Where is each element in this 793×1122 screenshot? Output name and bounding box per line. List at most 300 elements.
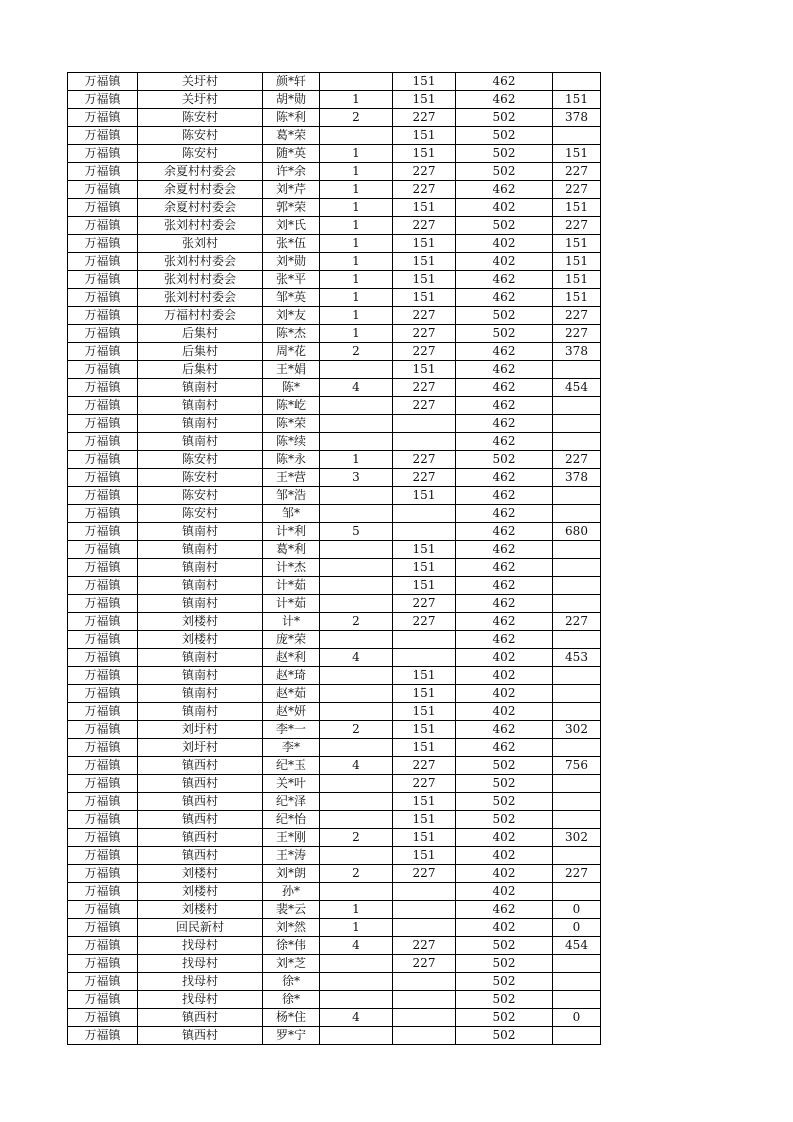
table-row	[68, 667, 601, 685]
amount-b-cell: 462	[456, 559, 553, 577]
village-cell: 余夏村村委会	[138, 199, 263, 217]
table-row	[68, 973, 601, 991]
total-cell	[553, 1027, 601, 1045]
table-row	[68, 613, 601, 631]
village-cell: 镇南村	[138, 703, 263, 721]
table-row	[68, 937, 601, 955]
household-count-cell	[320, 667, 393, 685]
amount-b-cell: 402	[456, 685, 553, 703]
village-cell: 镇西村	[138, 811, 263, 829]
town-cell: 万福镇	[68, 937, 138, 955]
amount-a-cell: 151	[393, 289, 456, 307]
table-row	[68, 379, 601, 397]
amount-a-cell: 227	[393, 775, 456, 793]
town-cell: 万福镇	[68, 433, 138, 451]
name-cell: 计*茹	[263, 595, 320, 613]
amount-a-cell: 227	[393, 469, 456, 487]
table-row	[68, 181, 601, 199]
household-count-cell: 2	[320, 721, 393, 739]
amount-b-cell: 462	[456, 523, 553, 541]
amount-b-cell: 402	[456, 829, 553, 847]
town-cell: 万福镇	[68, 739, 138, 757]
household-count-cell: 3	[320, 469, 393, 487]
total-cell	[553, 559, 601, 577]
village-cell: 镇西村	[138, 847, 263, 865]
table-row	[68, 829, 601, 847]
household-count-cell: 2	[320, 343, 393, 361]
household-count-cell	[320, 991, 393, 1009]
household-count-cell: 1	[320, 91, 393, 109]
household-count-cell	[320, 973, 393, 991]
amount-b-cell: 502	[456, 217, 553, 235]
town-cell: 万福镇	[68, 649, 138, 667]
amount-a-cell	[393, 991, 456, 1009]
household-count-cell: 4	[320, 1009, 393, 1027]
table-row	[68, 649, 601, 667]
amount-b-cell: 462	[456, 289, 553, 307]
town-cell: 万福镇	[68, 379, 138, 397]
town-cell: 万福镇	[68, 901, 138, 919]
town-cell: 万福镇	[68, 289, 138, 307]
total-cell	[553, 703, 601, 721]
name-cell: 关*叶	[263, 775, 320, 793]
amount-b-cell: 402	[456, 883, 553, 901]
household-count-cell: 1	[320, 901, 393, 919]
household-count-cell	[320, 703, 393, 721]
name-cell: 陈*荣	[263, 415, 320, 433]
village-cell: 镇南村	[138, 559, 263, 577]
amount-a-cell	[393, 505, 456, 523]
amount-a-cell: 227	[393, 451, 456, 469]
village-cell: 刘楼村	[138, 883, 263, 901]
name-cell: 赵*妍	[263, 703, 320, 721]
village-cell: 张刘村村委会	[138, 271, 263, 289]
table-row	[68, 1027, 601, 1045]
total-cell: 151	[553, 235, 601, 253]
table-row	[68, 883, 601, 901]
amount-b-cell: 502	[456, 1027, 553, 1045]
total-cell	[553, 739, 601, 757]
name-cell: 杨*住	[263, 1009, 320, 1027]
amount-a-cell: 151	[393, 847, 456, 865]
table-row	[68, 91, 601, 109]
name-cell: 李*	[263, 739, 320, 757]
town-cell: 万福镇	[68, 757, 138, 775]
total-cell: 680	[553, 523, 601, 541]
name-cell: 刘*氏	[263, 217, 320, 235]
amount-a-cell	[393, 415, 456, 433]
table-row	[68, 163, 601, 181]
town-cell: 万福镇	[68, 721, 138, 739]
town-cell: 万福镇	[68, 469, 138, 487]
table-row	[68, 505, 601, 523]
table-row	[68, 487, 601, 505]
total-cell: 454	[553, 379, 601, 397]
name-cell: 陈*利	[263, 109, 320, 127]
household-count-cell: 4	[320, 937, 393, 955]
amount-b-cell: 462	[456, 271, 553, 289]
town-cell: 万福镇	[68, 865, 138, 883]
household-count-cell	[320, 883, 393, 901]
household-count-cell: 2	[320, 109, 393, 127]
total-cell	[553, 631, 601, 649]
amount-b-cell: 502	[456, 127, 553, 145]
amount-a-cell: 151	[393, 703, 456, 721]
name-cell: 计*利	[263, 523, 320, 541]
total-cell	[553, 433, 601, 451]
name-cell: 陈*续	[263, 433, 320, 451]
name-cell: 张*伍	[263, 235, 320, 253]
table-row	[68, 793, 601, 811]
total-cell: 227	[553, 217, 601, 235]
village-cell: 镇南村	[138, 415, 263, 433]
village-cell: 镇西村	[138, 1009, 263, 1027]
village-cell: 找母村	[138, 991, 263, 1009]
amount-b-cell: 502	[456, 775, 553, 793]
amount-a-cell: 227	[393, 865, 456, 883]
total-cell: 227	[553, 451, 601, 469]
name-cell: 王*营	[263, 469, 320, 487]
amount-b-cell: 402	[456, 847, 553, 865]
name-cell: 许*余	[263, 163, 320, 181]
village-cell: 张刘村村委会	[138, 217, 263, 235]
table-row	[68, 397, 601, 415]
village-cell: 镇南村	[138, 667, 263, 685]
town-cell: 万福镇	[68, 181, 138, 199]
name-cell: 葛*荣	[263, 127, 320, 145]
amount-b-cell: 502	[456, 973, 553, 991]
name-cell: 赵*茹	[263, 685, 320, 703]
amount-b-cell: 502	[456, 955, 553, 973]
table-row	[68, 631, 601, 649]
village-cell: 刘圩村	[138, 721, 263, 739]
town-cell: 万福镇	[68, 523, 138, 541]
total-cell: 151	[553, 145, 601, 163]
household-count-cell: 4	[320, 757, 393, 775]
village-cell: 余夏村村委会	[138, 181, 263, 199]
amount-b-cell: 462	[456, 577, 553, 595]
amount-b-cell: 402	[456, 253, 553, 271]
household-count-cell	[320, 595, 393, 613]
household-count-cell: 2	[320, 829, 393, 847]
village-cell: 镇南村	[138, 649, 263, 667]
amount-b-cell: 502	[456, 325, 553, 343]
village-cell: 刘楼村	[138, 631, 263, 649]
amount-b-cell: 502	[456, 937, 553, 955]
town-cell: 万福镇	[68, 559, 138, 577]
total-cell	[553, 73, 601, 91]
name-cell: 王*刚	[263, 829, 320, 847]
household-count-cell	[320, 1027, 393, 1045]
table-row	[68, 703, 601, 721]
household-count-cell	[320, 775, 393, 793]
household-count-cell: 2	[320, 613, 393, 631]
total-cell	[553, 541, 601, 559]
amount-b-cell: 502	[456, 757, 553, 775]
amount-a-cell: 227	[393, 325, 456, 343]
amount-a-cell: 227	[393, 343, 456, 361]
household-count-cell: 1	[320, 235, 393, 253]
village-cell: 刘圩村	[138, 739, 263, 757]
total-cell	[553, 955, 601, 973]
table-row	[68, 271, 601, 289]
data-table	[67, 72, 601, 1045]
amount-a-cell: 151	[393, 73, 456, 91]
total-cell	[553, 883, 601, 901]
amount-b-cell: 502	[456, 793, 553, 811]
village-cell: 镇南村	[138, 379, 263, 397]
amount-a-cell: 227	[393, 379, 456, 397]
village-cell: 镇南村	[138, 541, 263, 559]
amount-b-cell: 462	[456, 91, 553, 109]
amount-a-cell: 227	[393, 937, 456, 955]
town-cell: 万福镇	[68, 163, 138, 181]
town-cell: 万福镇	[68, 145, 138, 163]
total-cell	[553, 811, 601, 829]
total-cell: 378	[553, 109, 601, 127]
name-cell: 胡*勋	[263, 91, 320, 109]
table-row	[68, 595, 601, 613]
amount-a-cell	[393, 649, 456, 667]
amount-a-cell: 151	[393, 829, 456, 847]
household-count-cell	[320, 361, 393, 379]
table-row	[68, 901, 601, 919]
name-cell: 刘*芹	[263, 181, 320, 199]
name-cell: 邹*英	[263, 289, 320, 307]
village-cell: 刘楼村	[138, 865, 263, 883]
name-cell: 罗*宁	[263, 1027, 320, 1045]
village-cell: 找母村	[138, 973, 263, 991]
total-cell: 227	[553, 613, 601, 631]
total-cell	[553, 973, 601, 991]
village-cell: 镇南村	[138, 433, 263, 451]
household-count-cell: 1	[320, 451, 393, 469]
household-count-cell: 1	[320, 199, 393, 217]
amount-a-cell: 227	[393, 955, 456, 973]
village-cell: 张刘村	[138, 235, 263, 253]
total-cell	[553, 577, 601, 595]
town-cell: 万福镇	[68, 829, 138, 847]
town-cell: 万福镇	[68, 127, 138, 145]
household-count-cell	[320, 631, 393, 649]
amount-a-cell: 227	[393, 181, 456, 199]
town-cell: 万福镇	[68, 1009, 138, 1027]
amount-a-cell	[393, 1009, 456, 1027]
town-cell: 万福镇	[68, 685, 138, 703]
total-cell: 302	[553, 829, 601, 847]
town-cell: 万福镇	[68, 613, 138, 631]
total-cell: 227	[553, 163, 601, 181]
total-cell: 0	[553, 919, 601, 937]
table-row	[68, 235, 601, 253]
amount-b-cell: 462	[456, 721, 553, 739]
household-count-cell	[320, 127, 393, 145]
table-row	[68, 955, 601, 973]
total-cell: 0	[553, 1009, 601, 1027]
household-count-cell: 1	[320, 163, 393, 181]
amount-a-cell: 227	[393, 757, 456, 775]
amount-a-cell: 151	[393, 793, 456, 811]
town-cell: 万福镇	[68, 235, 138, 253]
town-cell: 万福镇	[68, 793, 138, 811]
table-row	[68, 289, 601, 307]
table-row	[68, 721, 601, 739]
town-cell: 万福镇	[68, 631, 138, 649]
household-count-cell	[320, 73, 393, 91]
amount-b-cell: 462	[456, 343, 553, 361]
name-cell: 王*娟	[263, 361, 320, 379]
total-cell	[553, 847, 601, 865]
name-cell: 徐*	[263, 991, 320, 1009]
household-count-cell: 5	[320, 523, 393, 541]
total-cell: 302	[553, 721, 601, 739]
town-cell: 万福镇	[68, 361, 138, 379]
household-count-cell	[320, 577, 393, 595]
village-cell: 张刘村村委会	[138, 289, 263, 307]
table-row	[68, 199, 601, 217]
table-body	[68, 73, 601, 1045]
town-cell: 万福镇	[68, 703, 138, 721]
village-cell: 镇南村	[138, 523, 263, 541]
village-cell: 陈安村	[138, 127, 263, 145]
household-count-cell: 1	[320, 289, 393, 307]
village-cell: 镇南村	[138, 397, 263, 415]
town-cell: 万福镇	[68, 505, 138, 523]
table-row	[68, 145, 601, 163]
town-cell: 万福镇	[68, 775, 138, 793]
name-cell: 裴*云	[263, 901, 320, 919]
village-cell: 关圩村	[138, 73, 263, 91]
total-cell: 151	[553, 289, 601, 307]
town-cell: 万福镇	[68, 577, 138, 595]
amount-a-cell	[393, 901, 456, 919]
town-cell: 万福镇	[68, 271, 138, 289]
town-cell: 万福镇	[68, 325, 138, 343]
name-cell: 李*一	[263, 721, 320, 739]
total-cell	[553, 487, 601, 505]
name-cell: 颜*轩	[263, 73, 320, 91]
town-cell: 万福镇	[68, 343, 138, 361]
table-row	[68, 811, 601, 829]
name-cell: 刘*朗	[263, 865, 320, 883]
table-row	[68, 1009, 601, 1027]
amount-b-cell: 402	[456, 649, 553, 667]
name-cell: 计*茹	[263, 577, 320, 595]
town-cell: 万福镇	[68, 667, 138, 685]
amount-b-cell: 502	[456, 145, 553, 163]
amount-b-cell: 462	[456, 181, 553, 199]
table-row	[68, 991, 601, 1009]
name-cell: 随*英	[263, 145, 320, 163]
name-cell: 纪*怡	[263, 811, 320, 829]
town-cell: 万福镇	[68, 217, 138, 235]
household-count-cell: 4	[320, 379, 393, 397]
village-cell: 镇西村	[138, 757, 263, 775]
amount-b-cell: 462	[456, 469, 553, 487]
village-cell: 万福村村委会	[138, 307, 263, 325]
amount-a-cell: 227	[393, 109, 456, 127]
town-cell: 万福镇	[68, 415, 138, 433]
amount-a-cell: 227	[393, 595, 456, 613]
total-cell: 151	[553, 271, 601, 289]
village-cell: 陈安村	[138, 487, 263, 505]
table-row	[68, 685, 601, 703]
table-row	[68, 415, 601, 433]
amount-a-cell: 151	[393, 541, 456, 559]
household-count-cell	[320, 541, 393, 559]
total-cell: 0	[553, 901, 601, 919]
amount-b-cell: 462	[456, 595, 553, 613]
town-cell: 万福镇	[68, 973, 138, 991]
amount-a-cell: 227	[393, 397, 456, 415]
village-cell: 陈安村	[138, 109, 263, 127]
village-cell: 镇西村	[138, 829, 263, 847]
amount-b-cell: 462	[456, 73, 553, 91]
name-cell: 葛*利	[263, 541, 320, 559]
table-row	[68, 307, 601, 325]
village-cell: 后集村	[138, 361, 263, 379]
household-count-cell	[320, 793, 393, 811]
household-count-cell	[320, 433, 393, 451]
town-cell: 万福镇	[68, 307, 138, 325]
amount-a-cell: 151	[393, 145, 456, 163]
total-cell	[553, 361, 601, 379]
amount-a-cell: 227	[393, 217, 456, 235]
name-cell: 赵*利	[263, 649, 320, 667]
table-row	[68, 217, 601, 235]
village-cell: 张刘村村委会	[138, 253, 263, 271]
amount-a-cell: 151	[393, 199, 456, 217]
total-cell	[553, 127, 601, 145]
table-row	[68, 757, 601, 775]
village-cell: 陈安村	[138, 145, 263, 163]
table-row	[68, 541, 601, 559]
total-cell: 756	[553, 757, 601, 775]
amount-b-cell: 502	[456, 163, 553, 181]
amount-a-cell: 151	[393, 253, 456, 271]
amount-b-cell: 462	[456, 487, 553, 505]
village-cell: 镇南村	[138, 577, 263, 595]
amount-b-cell: 402	[456, 919, 553, 937]
village-cell: 刘楼村	[138, 613, 263, 631]
amount-a-cell: 151	[393, 127, 456, 145]
table-row	[68, 451, 601, 469]
household-count-cell	[320, 559, 393, 577]
total-cell: 378	[553, 343, 601, 361]
town-cell: 万福镇	[68, 955, 138, 973]
table-row	[68, 109, 601, 127]
amount-b-cell: 502	[456, 811, 553, 829]
village-cell: 后集村	[138, 325, 263, 343]
town-cell: 万福镇	[68, 595, 138, 613]
total-cell	[553, 595, 601, 613]
village-cell: 找母村	[138, 937, 263, 955]
household-count-cell: 2	[320, 865, 393, 883]
household-count-cell	[320, 415, 393, 433]
total-cell: 378	[553, 469, 601, 487]
amount-a-cell: 151	[393, 559, 456, 577]
table-row	[68, 577, 601, 595]
amount-a-cell: 151	[393, 487, 456, 505]
amount-b-cell: 402	[456, 199, 553, 217]
household-count-cell: 1	[320, 307, 393, 325]
amount-b-cell: 502	[456, 451, 553, 469]
amount-a-cell: 227	[393, 613, 456, 631]
total-cell	[553, 991, 601, 1009]
village-cell: 镇南村	[138, 685, 263, 703]
amount-a-cell: 151	[393, 91, 456, 109]
village-cell: 刘楼村	[138, 901, 263, 919]
